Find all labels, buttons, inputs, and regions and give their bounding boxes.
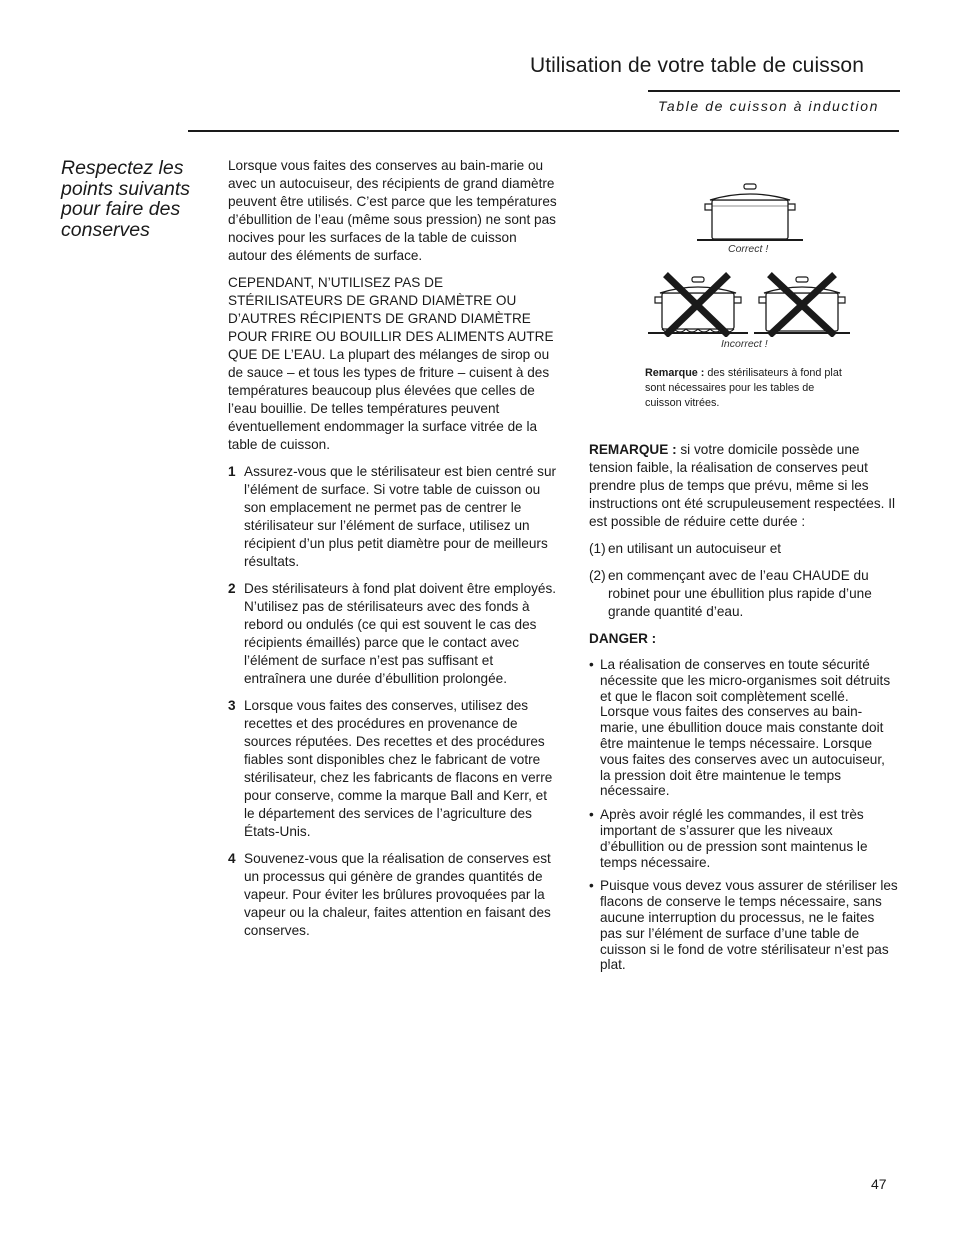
bullet-text: La réalisation de conserves en toute sécurité nécessite que les micro-organismes soit détruits et que le flacon soit complètement scellé. Lorsque vous faites des conserves au bain-marie, une ébullition douce mais constante doit être maintenue le temps nécessaire. Lorsque vous faites des conserves avec un autocuiseur, la pression doit être maintenue le temps nécessaire. [600, 657, 891, 799]
danger-bullet [589, 807, 899, 870]
note-label: Remarque : [645, 367, 705, 379]
option-item [589, 567, 899, 621]
page-number: 47 [871, 1176, 887, 1192]
numbered-item [228, 463, 558, 571]
bullet-icon: • [589, 657, 594, 672]
bullet-icon: • [589, 807, 594, 823]
item-number: 4 [228, 851, 236, 866]
right-column [589, 441, 899, 981]
numbered-item [228, 697, 558, 841]
canner-illustration [640, 178, 870, 418]
item-text: Des stérilisateurs à fond plat doivent être employés. N’utilisez pas de stérilisateurs avec des fonds à rebord ou ondulés (ce qui est souvent le cas des récipients émaillés) parce que le contact avec l’élément de surface n’est pas suffisant et entraînera une durée d’ébullition prolongée. [244, 581, 557, 686]
danger-bullet [589, 878, 899, 973]
remark-label: REMARQUE : [589, 442, 677, 457]
incorrect-caption: Incorrect ! [721, 338, 768, 350]
warning-paragraph: CEPENDANT, N’UTILISEZ PAS DE STÉRILISATEURS DE GRAND DIAMÈTRE OU D’AUTRES RÉCIPIENTS DE GRAND DIAMÈTRE POUR FRIRE OU BOUILLIR DES ALIMENTS AUTRE QUE DE L’EAU. La plupart des mélanges de sirop ou de sauce – et tous les types de friture – cuisent à des températures beaucoup plus élevées que celles de l’eau bouillie. De telles températures peuvent éventuellement endommager la surface vitrée de la table de cuisson. [228, 275, 554, 452]
section-heading: Respectez les points suivants pour faire des conserves [61, 157, 190, 241]
item-number: 1 [228, 464, 236, 479]
page-subtitle: Table de cuisson à induction [658, 98, 879, 114]
note-text: des stérilisateurs à fond plat sont nécessaires pour les tables de cuisson vitrées. [645, 367, 842, 409]
bullet-text: Puisque vous devez vous assurer de stériliser les flacons de conserve le temps nécessaire, sans aucune interruption du processus, ne le faites pas sur l’élément de surface d’une table de cuisson si le fond de votre stérilisateur n’est pas plat. [600, 878, 898, 973]
page-title: Utilisation de votre table de cuisson [529, 54, 864, 77]
header-divider-long [188, 130, 899, 132]
option-mark: (2) [589, 568, 606, 583]
left-column [228, 157, 558, 949]
header-divider-short [648, 90, 900, 92]
correct-caption: Correct ! [728, 243, 769, 255]
remark-paragraph [589, 441, 899, 531]
intro-paragraph: Lorsque vous faites des conserves au bain-marie ou avec un autocuiseur, des récipients de grand diamètre peuvent être utilisés. C’est parce que les températures d’ébullition de l’eau (même sous pression) ne sont pas nocives pour les surfaces de la table de cuisson autour des éléments de surface. [228, 158, 557, 263]
option-text: en utilisant un autocuiseur et [608, 541, 782, 556]
option-mark: (1) [589, 541, 606, 556]
option-text: en commençant avec de l’eau CHAUDE du robinet pour une ébullition plus rapide d’une grande quantité d’eau. [608, 568, 872, 619]
figure-note [645, 366, 845, 411]
item-text: Souvenez-vous que la réalisation de conserves est un processus qui génère de grandes quantités de vapeur. Pour éviter les brûlures provoquées par la vapeur ou la chaleur, faites attention en faisant des conserves. [244, 851, 551, 938]
numbered-item [228, 850, 558, 940]
item-number: 3 [228, 698, 236, 713]
numbered-item [228, 580, 558, 688]
correct-canner-icon [695, 180, 805, 244]
remark-text: si votre domicile possède une tension faible, la réalisation de conserves peut prendre plus de temps que prévu, même si les instructions ont été scrupuleusement respectées. Il est possible de réduire cette durée : [589, 442, 896, 529]
item-number: 2 [228, 581, 236, 596]
bullet-text: Après avoir réglé les commandes, il est très important de s’assurer que les niveaux d’ébullition ou de pression sont maintenus le temps nécessaire. [600, 807, 868, 870]
item-text: Lorsque vous faites des conserves, utilisez des recettes et des procédures en provenance de sources réputées. Des recettes et des procédures fiables sont disponibles chez le fabricant de votre stérilisateur, chez les fabricants de flacons en verre pour conserve, comme la marque Ball and Kerr, et le département des services de l’agriculture des États-Unis. [244, 698, 553, 839]
danger-bullet [589, 657, 899, 799]
incorrect-canner-icon [752, 271, 852, 337]
bullet-icon: • [589, 878, 594, 894]
option-item [589, 540, 899, 558]
danger-label: DANGER : [589, 631, 657, 646]
incorrect-canner-icon [646, 271, 750, 337]
item-text: Assurez-vous que le stérilisateur est bien centré sur l’élément de surface. Si votre table de cuisson ou son emplacement ne permet pas de centrer le stérilisateur sur l’élément de surface, utilisez un récipient d’un plus petit diamètre pour de meilleurs résultats. [244, 464, 557, 569]
